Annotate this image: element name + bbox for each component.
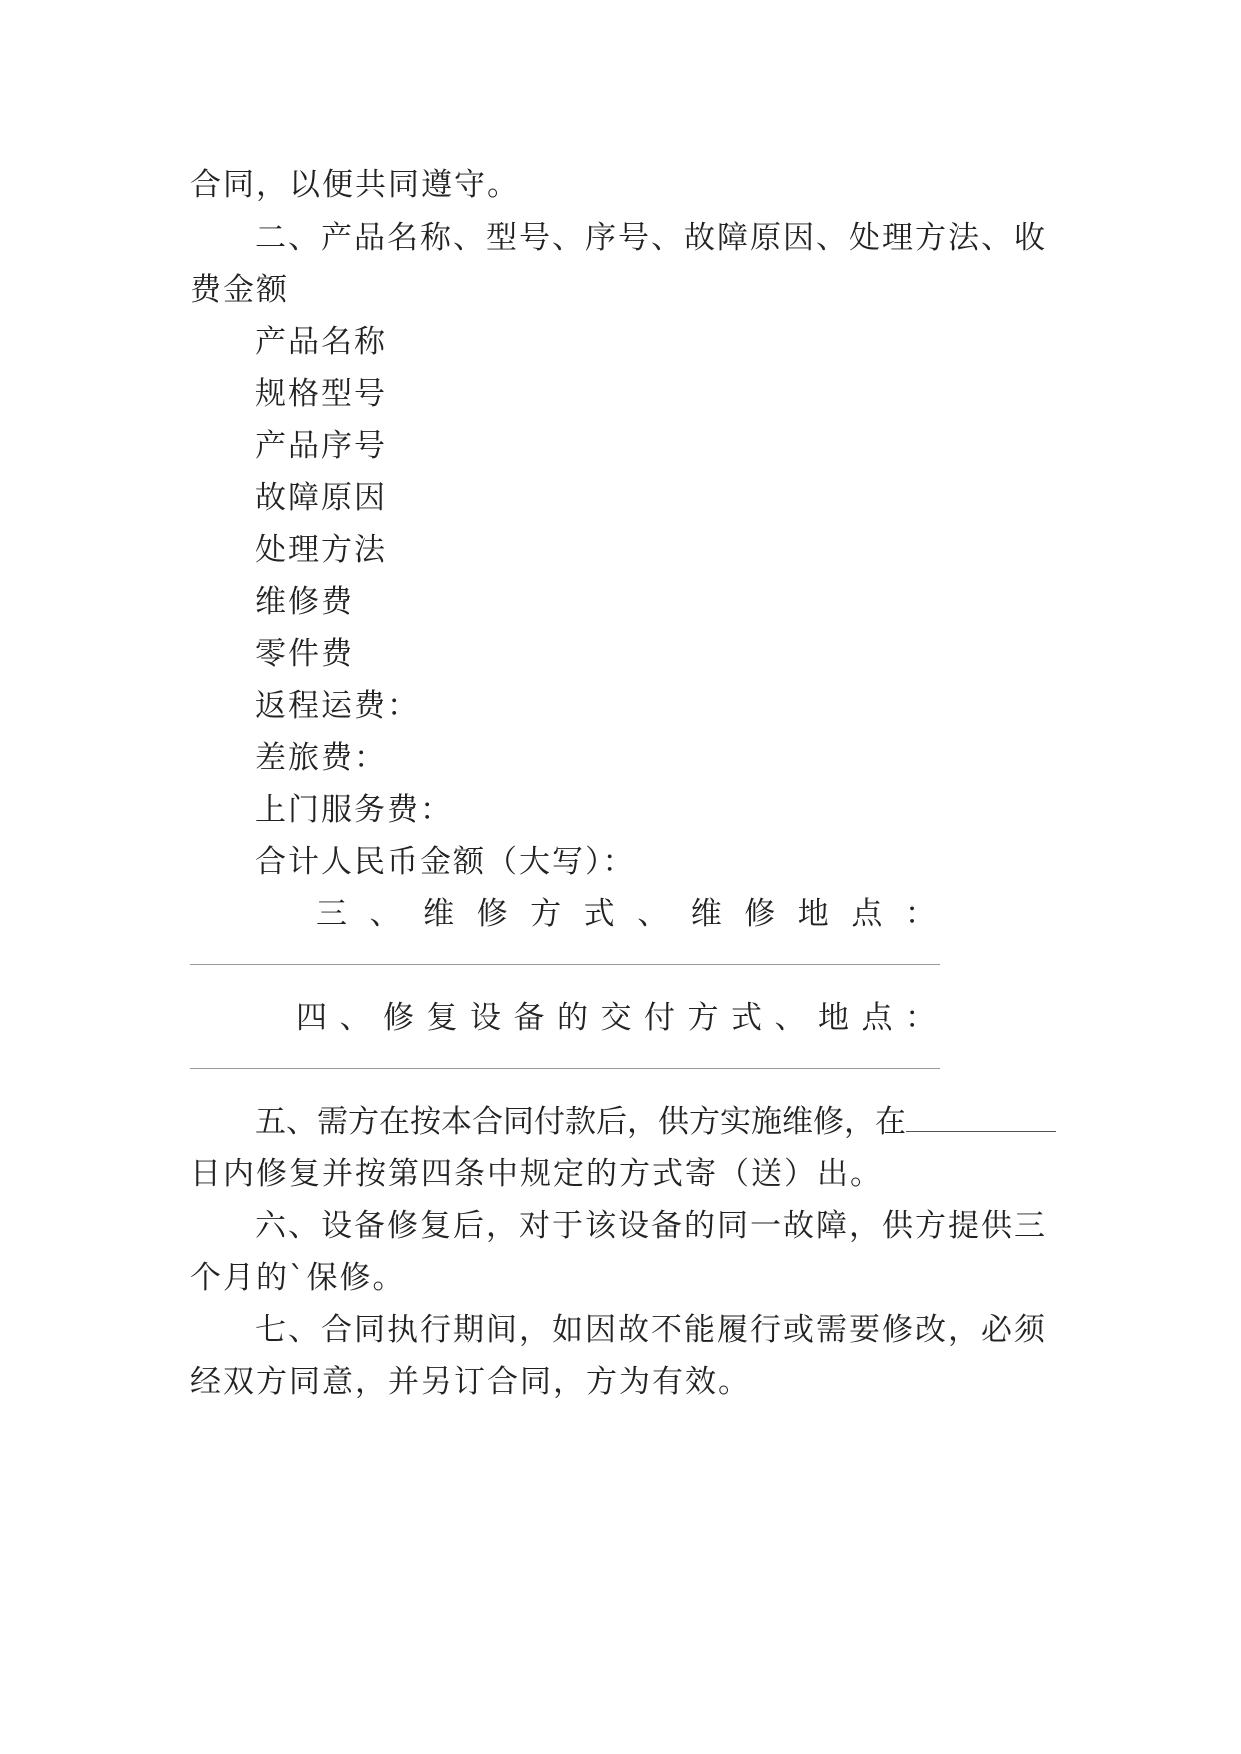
item-repair-fee: 维修费 — [255, 584, 354, 620]
item-onsite-fee: 上门服务费： — [255, 792, 453, 828]
item-treatment: 处理方法 — [255, 532, 387, 568]
paragraph-line: 合同，以便共同遵守。 — [190, 167, 520, 203]
section-2-heading-cont: 费金额 — [190, 272, 289, 308]
section-7-line: 七、合同执行期间，如因故不能履行或需要修改，必须 — [255, 1312, 1047, 1348]
section-4-heading: 四 、 修 复 设 备 的 交 付 方 式 、 地 点 ： — [296, 1000, 936, 1036]
item-total-amount: 合计人民币金额（大写）： — [255, 844, 636, 880]
item-fault-cause: 故障原因 — [255, 480, 387, 516]
item-product-name: 产品名称 — [255, 324, 387, 360]
item-serial: 产品序号 — [255, 428, 387, 464]
fill-in-blank — [906, 1103, 1056, 1132]
section-3-heading: 三 、 维 修 方 式 、 维 修 地 点 ： — [316, 896, 936, 932]
item-travel-fee: 差旅费： — [255, 740, 387, 776]
section-7-line-cont: 经双方同意，并另订合同，方为有效。 — [190, 1364, 751, 1400]
blank-line — [190, 964, 940, 965]
section-6-line-cont: 个月的`保修。 — [190, 1260, 406, 1296]
item-model: 规格型号 — [255, 376, 387, 412]
section-2-heading: 二、产品名称、型号、序号、故障原因、处理方法、收 — [255, 220, 1047, 256]
section-5-line: 五、需方在按本合同付款后，供方实施维修，在 — [255, 1102, 1056, 1142]
section-6-line: 六、设备修复后，对于该设备的同一故障，供方提供三 — [255, 1208, 1047, 1244]
section-5-line-cont: 日内修复并按第四条中规定的方式寄（送）出。 — [190, 1156, 883, 1192]
item-parts-fee: 零件费 — [255, 636, 354, 672]
item-return-shipping: 返程运费： — [255, 688, 420, 724]
blank-line — [190, 1068, 940, 1069]
